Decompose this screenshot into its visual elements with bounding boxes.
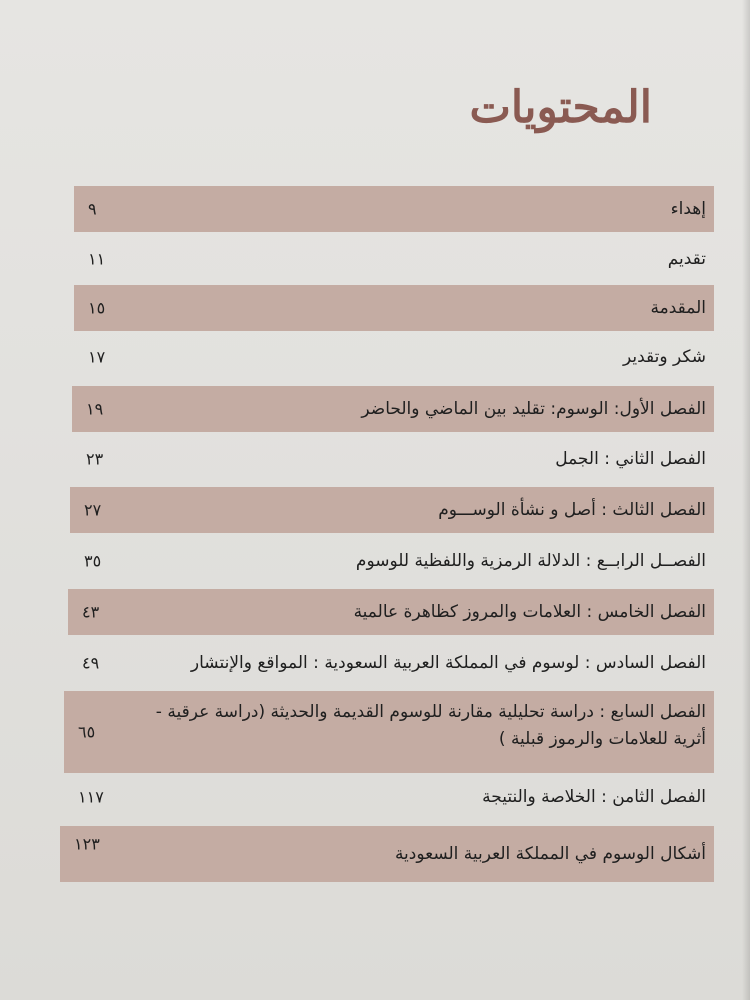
- toc-row-chapter-3: [70, 487, 714, 533]
- toc-row-figures: [60, 826, 714, 882]
- toc-page-number: ٢٣: [86, 449, 104, 469]
- toc-row-acknowledgements: [74, 334, 714, 380]
- toc-entry-label: شكر وتقدير: [623, 347, 706, 367]
- toc-row-preface: [74, 236, 714, 282]
- toc-entry-label: الفصل الخامس : العلامات والمروز كظاهرة عالمية: [353, 602, 706, 622]
- toc-entry-label: الفصل الثامن : الخلاصة والنتيجة: [482, 787, 706, 807]
- toc-row-chapter-4: [70, 538, 714, 584]
- toc-page-number: ٤٣: [82, 602, 100, 622]
- toc-page-number: ١١٧: [78, 787, 104, 807]
- toc-row-chapter-6: [68, 640, 714, 686]
- toc-row-chapter-7: [64, 691, 714, 773]
- toc-entry-label: إهداء: [670, 199, 706, 219]
- page-title: المحتويات: [469, 82, 652, 133]
- toc-row-chapter-8: [64, 774, 714, 820]
- toc-entry-label: الفصــل الرابــع : الدلالة الرمزية واللفظية للوسوم: [355, 551, 706, 571]
- toc-page-number: ٢٧: [84, 500, 102, 520]
- toc-page-number: ٣٥: [84, 551, 102, 571]
- toc-entry-label: تقديم: [667, 249, 706, 269]
- toc-entry-label: أشكال الوسوم في المملكة العربية السعودية: [394, 844, 706, 864]
- toc-row-chapter-5: [68, 589, 714, 635]
- toc-row-chapter-2: [72, 436, 714, 482]
- toc-row-introduction: [74, 285, 714, 331]
- toc-page-number: ١١: [88, 249, 106, 269]
- toc-page-number: ٦٥: [78, 722, 96, 742]
- toc-page-number: ١٢٣: [74, 834, 100, 854]
- toc-entry-label: الفصل الثالث : أصل و نشأة الوســـوم: [438, 500, 706, 520]
- toc-page-number: ٩: [88, 199, 97, 219]
- toc-entry-label: الفصل الثاني : الجمل: [555, 449, 706, 469]
- toc-entry-label: الفصل السابع : دراسة تحليلية مقارنة للوسوم القديمة والحديثة (دراسة عرقية - أثرية للعلامات والرموز قبلية ): [155, 702, 706, 749]
- toc-page-number: ٤٩: [82, 653, 100, 673]
- toc-entry-label: الفصل الأول: الوسوم: تقليد بين الماضي والحاضر: [361, 399, 706, 419]
- toc-entry-label: الفصل السادس : لوسوم في المملكة العربية السعودية : المواقع والإنتشار: [190, 653, 706, 673]
- toc-page-number: ١٩: [86, 399, 104, 419]
- toc-page-number: ١٥: [88, 298, 106, 318]
- toc-page-number: ١٧: [88, 347, 106, 367]
- toc-entry-label: المقدمة: [650, 298, 706, 318]
- toc-row-dedication: [74, 186, 714, 232]
- toc-row-chapter-1: [72, 386, 714, 432]
